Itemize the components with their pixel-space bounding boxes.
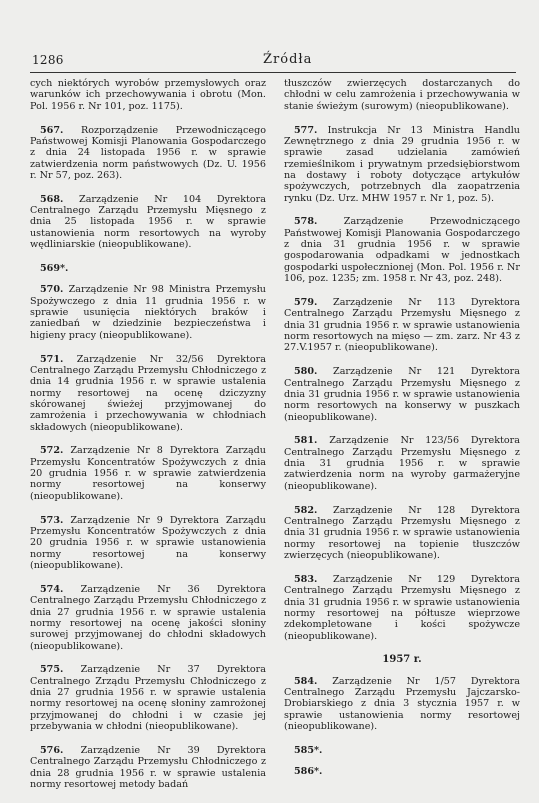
entry-number: 581.: [294, 435, 318, 447]
entry-number: 572.: [40, 445, 64, 457]
entry-item: [284, 435, 520, 492]
entry-item: [284, 366, 520, 423]
entry-number: 580.: [294, 366, 318, 378]
entry-text: Zarządzenie Nr 8 Dyrektora Zarządu Przemysłu Koncentratów Spożywczych z dnia 20 grudnia 1956 r. w sprawie zatwierdzenia normy resortowej na konserwy (nieopublikowane).: [30, 445, 266, 502]
entry-number: 582.: [294, 504, 318, 516]
year-heading: 1957 r.: [382, 654, 422, 666]
right-column-entries: [284, 78, 520, 642]
entry-item: [30, 664, 266, 732]
entry-text: Zarządzenie Nr 36 Dyrektora Centralnego Zarządu Przemysłu Chłodniczego z dnia 27 grudnia 1956 r. w sprawie ustalenia normy resortowej na ocenę jakości słoniny surowej przyjmowanej do chłodni składowych (nieopublikowane).: [30, 583, 266, 652]
header-rule: [30, 72, 516, 73]
entry-number: 570.: [40, 284, 64, 296]
right-column: [284, 78, 520, 788]
entry-number: 577.: [294, 124, 318, 136]
entry-number: 574.: [40, 583, 64, 595]
entry-reference-stub: [284, 745, 520, 756]
entry-text: Zarządzenie Nr 113 Dyrektora Centralnego Zarządu Przemysłu Mięsnego z dnia 31 grudnia 1956 r. w sprawie ustanowienia norm resortowych na mięso — zm. zarz. Nr 43 z 27.V.1957 r. (nieopublikowane).: [284, 297, 520, 354]
entry-reference-stub: [284, 766, 520, 777]
entry-number: 578.: [294, 216, 318, 228]
entry-item: [30, 194, 266, 251]
entry-text: Zarządzenie Nr 37 Dyrektora Centralnego Zrządu Przemysłu Chłodniczego z dnia 27 grudnia 1956 r. w sprawie ustalenia normy resortowej na ocenę słoniny zamrożonej przyjmowanej do chłodni i w czasie jej przebywania w chłodni (nieopublikowane).: [30, 664, 266, 733]
entry-item: [30, 445, 266, 502]
entry-number: 568.: [40, 193, 64, 205]
entry-text: Instrukcja Nr 13 Ministra Handlu Zewnętrznego z dnia 29 grudnia 1956 r. w sprawie zasad udzielania zamówień rzemieślnikom i prywatnym przedsiębiorstwom na dostawy i roboty dotyczące artykułów spożywczych, potrzebnych dla zaopatrzenia rynku (Dz. Urz. MHW 1957 r. Nr 1, poz. 5).: [284, 124, 520, 204]
entry-item: [30, 125, 266, 182]
entry-text: Zarządzenie Nr 98 Ministra Przemysłu Spożywczego z dnia 11 grudnia 1956 r. w sprawie usunięcia niektórych braków i zaniedbań w dziedzinie bezpieczeństwa i higieny pracy (nieopublikowane).: [30, 284, 266, 341]
entry-text: Zarządzenie Nr 1/57 Dyrektora Centralnego Zarządu Przemysłu Jajczarsko-Drobiarskiego z dnia 3 stycznia 1957 r. w sprawie ustanowienia normy resortowej (nieopublikowane).: [284, 675, 520, 733]
entry-item: [284, 574, 520, 642]
entry-item: [30, 515, 266, 572]
entry-continuation: [284, 78, 520, 112]
entry-item: [284, 505, 520, 562]
right-column-entries-1957: [284, 676, 520, 778]
entry-text: Zarządzenie Nr 9 Dyrektora Zarządu Przemysłu Koncentratów Spożywczych z dnia 20 grudnia 1956 r. w sprawie ustanowienia normy resortowej na konserwy (nieopublikowane).: [30, 514, 266, 572]
entry-text: Rozporządzenie Przewodniczącego Państwowej Komisji Planowania Gospodarczego z dnia 24 listopada 1956 r. w sprawie zatwierdzenia norm państwowych (Dz. U. 1956 r. Nr 57, poz. 263).: [30, 124, 266, 181]
entry-number: 586*.: [294, 766, 323, 778]
entry-text: Zarządzenie Przewodniczącego Państwowej Komisji Planowania Gospodarczego z dnia 31 grudnia 1956 r. w sprawie gospodarowania odpadkami w jednostkach gospodarki uspołecznionej (Mon. Pol. 1956 r. Nr 106, poz. 1235; zm. 1958 r. Nr 43, poz. 248).: [284, 216, 520, 285]
entry-text: Zarządzenie Nr 121 Dyrektora Centralnego Zarządu Przemysłu Mięsnego z dnia 31 grudnia 1956 r. w sprawie ustanowienia norm resortowych na konserwy w puszkach (nieopublikowane).: [284, 366, 520, 423]
entry-number: 567.: [40, 124, 64, 136]
entry-item: [284, 125, 520, 204]
page-header: [30, 53, 516, 71]
entry-text: Zarządzenie Nr 123/56 Dyrektora Centralnego Zarządu Przemysłu Mięsnego z dnia 31 grudnia 1956 r. w sprawie zatwierdzenia norm na wyroby garmażeryjne (nieopublikowane).: [284, 435, 520, 492]
page-number: 1286: [32, 53, 64, 67]
entry-number: 575.: [40, 664, 64, 676]
entry-item: [284, 216, 520, 284]
left-column: [30, 78, 266, 803]
entry-number: 579.: [294, 297, 318, 308]
entry-number: 569*.: [40, 262, 69, 274]
entry-number: 571.: [40, 353, 64, 365]
entry-number: 573.: [40, 514, 64, 526]
entry-text: Zarządzenie Nr 39 Dyrektora Centralnego Zarządu Przemysłu Chłodniczego z dnia 28 grudnia 1956 r. w sprawie ustalenia normy resortowej metody badań: [30, 745, 266, 791]
entry-item: [30, 354, 266, 433]
entry-item: [30, 584, 266, 652]
entry-item: [30, 745, 266, 790]
entry-reference-stub: [30, 263, 266, 274]
entry-text: cych niektórych wyrobów przemysłowych oraz warunków ich przechowywania i obrotu (Mon. Pol. 1956 r. Nr 101, poz. 1175).: [30, 78, 266, 112]
entry-item: [284, 297, 520, 354]
entry-number: 584.: [294, 675, 318, 687]
entry-text: Zarządzenie Nr 104 Dyrektora Centralnego Zarządu Przemysłu Mięsnego z dnia 25 listopada 1956 r. w sprawie ustanowienia norm resortowych na wyroby wędliniarskie (nieopublikowane).: [30, 193, 266, 251]
entry-continuation: [30, 78, 266, 112]
entry-text: Zarządzenie Nr 32/56 Dyrektora Centralnego Zarządu Przemysłu Chłodniczego z dnia 14 grudnia 1956 r. w sprawie ustalenia normy resortowej na ocenę dziczyzny skórowanej świeżej przyjmowanej do zamrożenia i przechowywania w chłodniach składowych (nieopublikowane).: [30, 353, 266, 433]
entry-item: [30, 284, 266, 341]
entry-number: 576.: [40, 745, 64, 756]
entry-text: Zarządzenie Nr 129 Dyrektora Centralnego Zarządu Przemysłu Mięsnego z dnia 31 grudnia 1956 r. w sprawie ustanowienia normy resortowej na półtusze wieprzowe zdekompletowane i kości spożywcze (nieopublikowane).: [284, 573, 520, 642]
entry-text: Zarządzenie Nr 128 Dyrektora Centralnego Zarządu Przemysłu Mięsnego z dnia 31 grudnia 1956 r. w sprawie ustanowienia normy resortowej na topienie tłuszczów zwierzęcych (nieopublikowane).: [284, 504, 520, 562]
entry-number: 583.: [294, 573, 318, 585]
entry-item: [284, 676, 520, 733]
running-title: Źródła: [263, 52, 313, 67]
entry-number: 585*.: [294, 745, 323, 756]
entry-text: tłuszczów zwierzęcych dostarczanych do chłodni w celu zamrożenia i przechowywania w stanie świeżym (surowym) (nieopublikowane).: [284, 78, 520, 112]
